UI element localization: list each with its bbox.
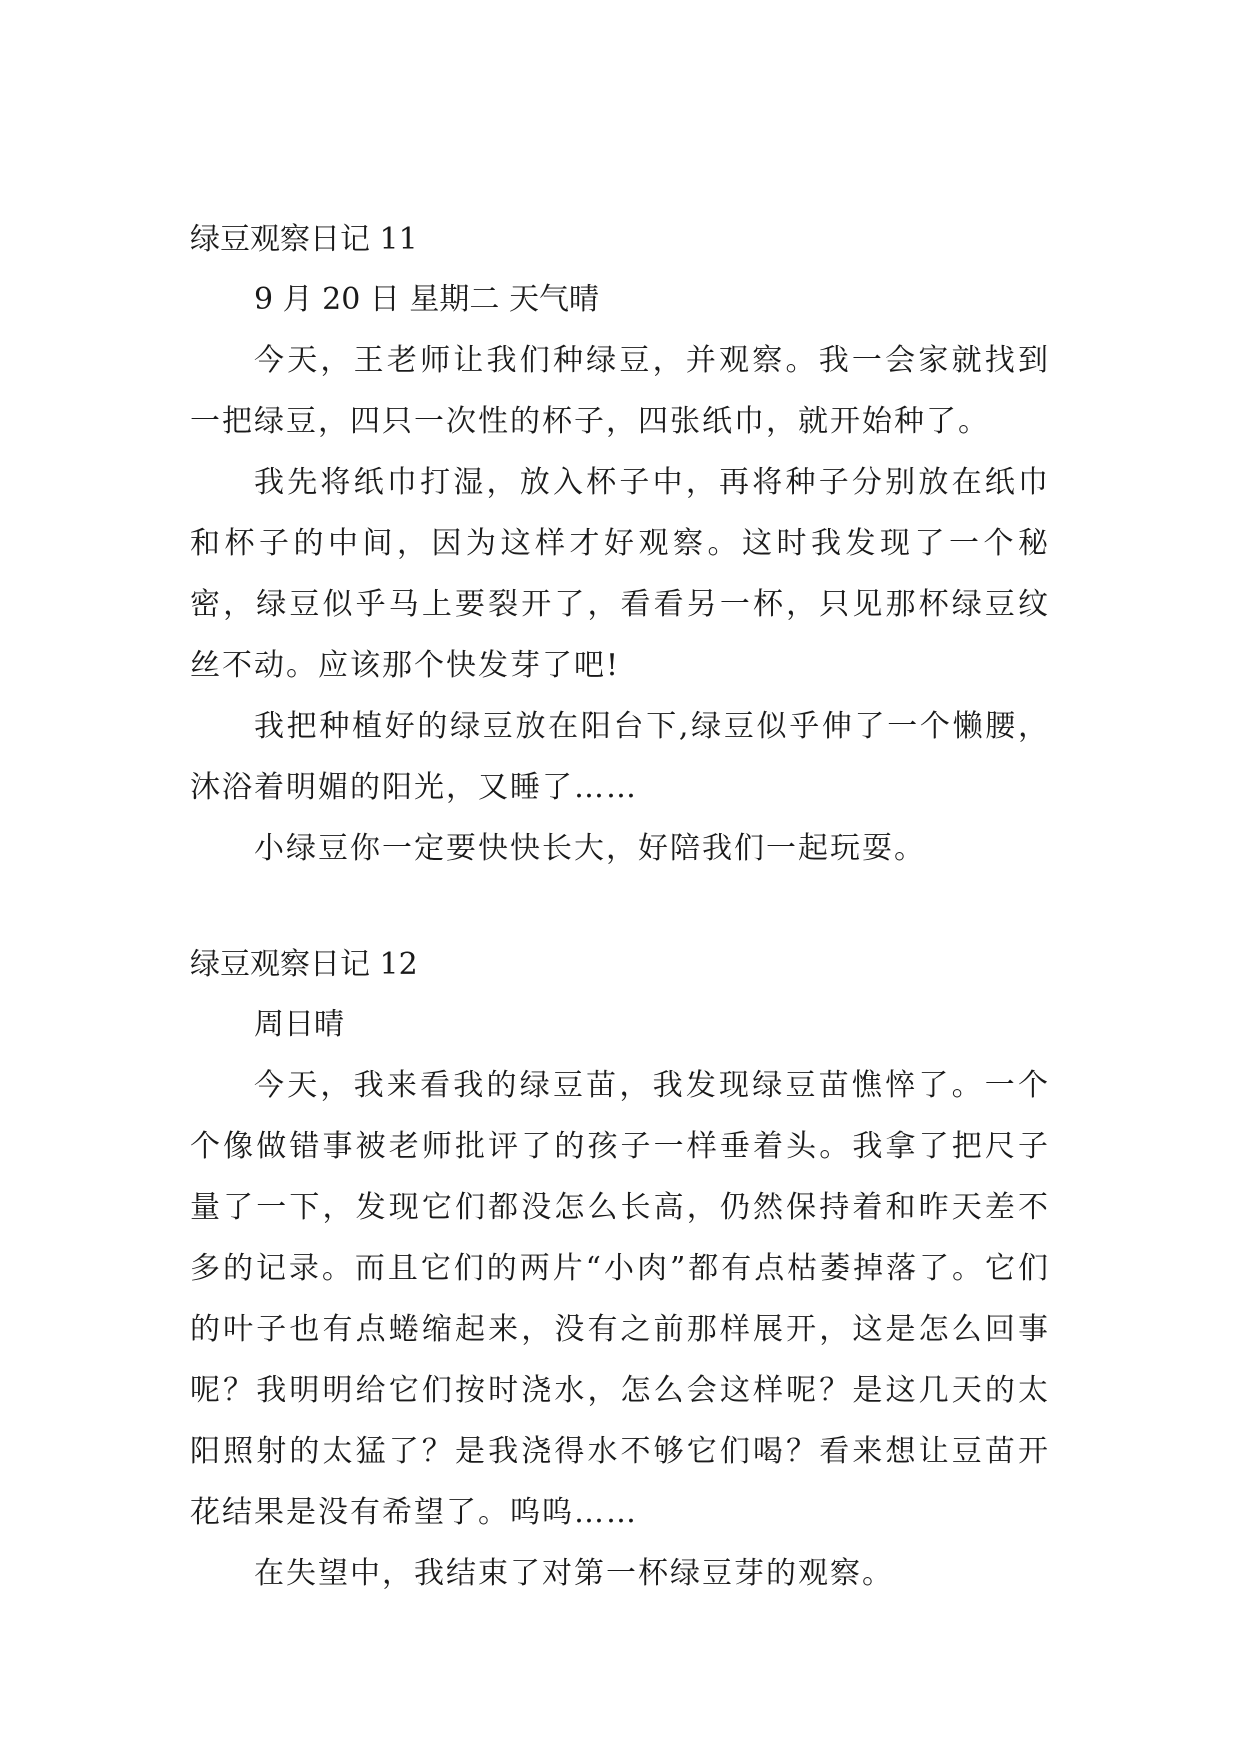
entry-title: 绿豆观察日记 12 (190, 947, 418, 982)
diary-entry-11 (190, 210, 1050, 879)
entry-date: 周日晴 (254, 1007, 344, 1042)
entry-date: 9 月 20 日 星期二 天气晴 (254, 282, 599, 317)
paragraph: 今天，王老师让我们种绿豆，并观察。我一会家就找到一把绿豆，四只一次性的杯子，四张纸巾，就开始种了。 (190, 343, 1050, 439)
entry-title: 绿豆观察日记 11 (190, 222, 418, 257)
paragraph: 在失望中，我结束了对第一杯绿豆芽的观察。 (254, 1556, 894, 1591)
paragraph: 今天，我来看我的绿豆苗，我发现绿豆苗憔悴了。一个个像做错事被老师批评了的孩子一样垂着头。我拿了把尺子量了一下，发现它们都没怎么长高，仍然保持着和昨天差不多的记录。而且它们的两片“小肉”都有点枯萎掉落了。它们的叶子也有点蜷缩起来，没有之前那样展开，这是怎么回事呢？我明明给它们按时浇水，怎么会这样呢？是这几天的太阳照射的太猛了？是我浇得水不够它们喝？看来想让豆苗开花结果是没有希望了。呜呜…… (190, 1068, 1050, 1530)
paragraph: 小绿豆你一定要快快长大，好陪我们一起玩耍。 (254, 831, 926, 866)
paragraph: 我先将纸巾打湿，放入杯子中，再将种子分别放在纸巾和杯子的中间，因为这样才好观察。这时我发现了一个秘密，绿豆似乎马上要裂开了，看看另一杯，只见那杯绿豆纹丝不动。应该那个快发芽了吧! (190, 465, 1050, 683)
paragraph: 我把种植好的绿豆放在阳台下,绿豆似乎伸了一个懒腰，沐浴着明媚的阳光，又睡了…… (190, 709, 1050, 805)
diary-entry-12 (190, 935, 1050, 1604)
document-page (190, 210, 1050, 1604)
